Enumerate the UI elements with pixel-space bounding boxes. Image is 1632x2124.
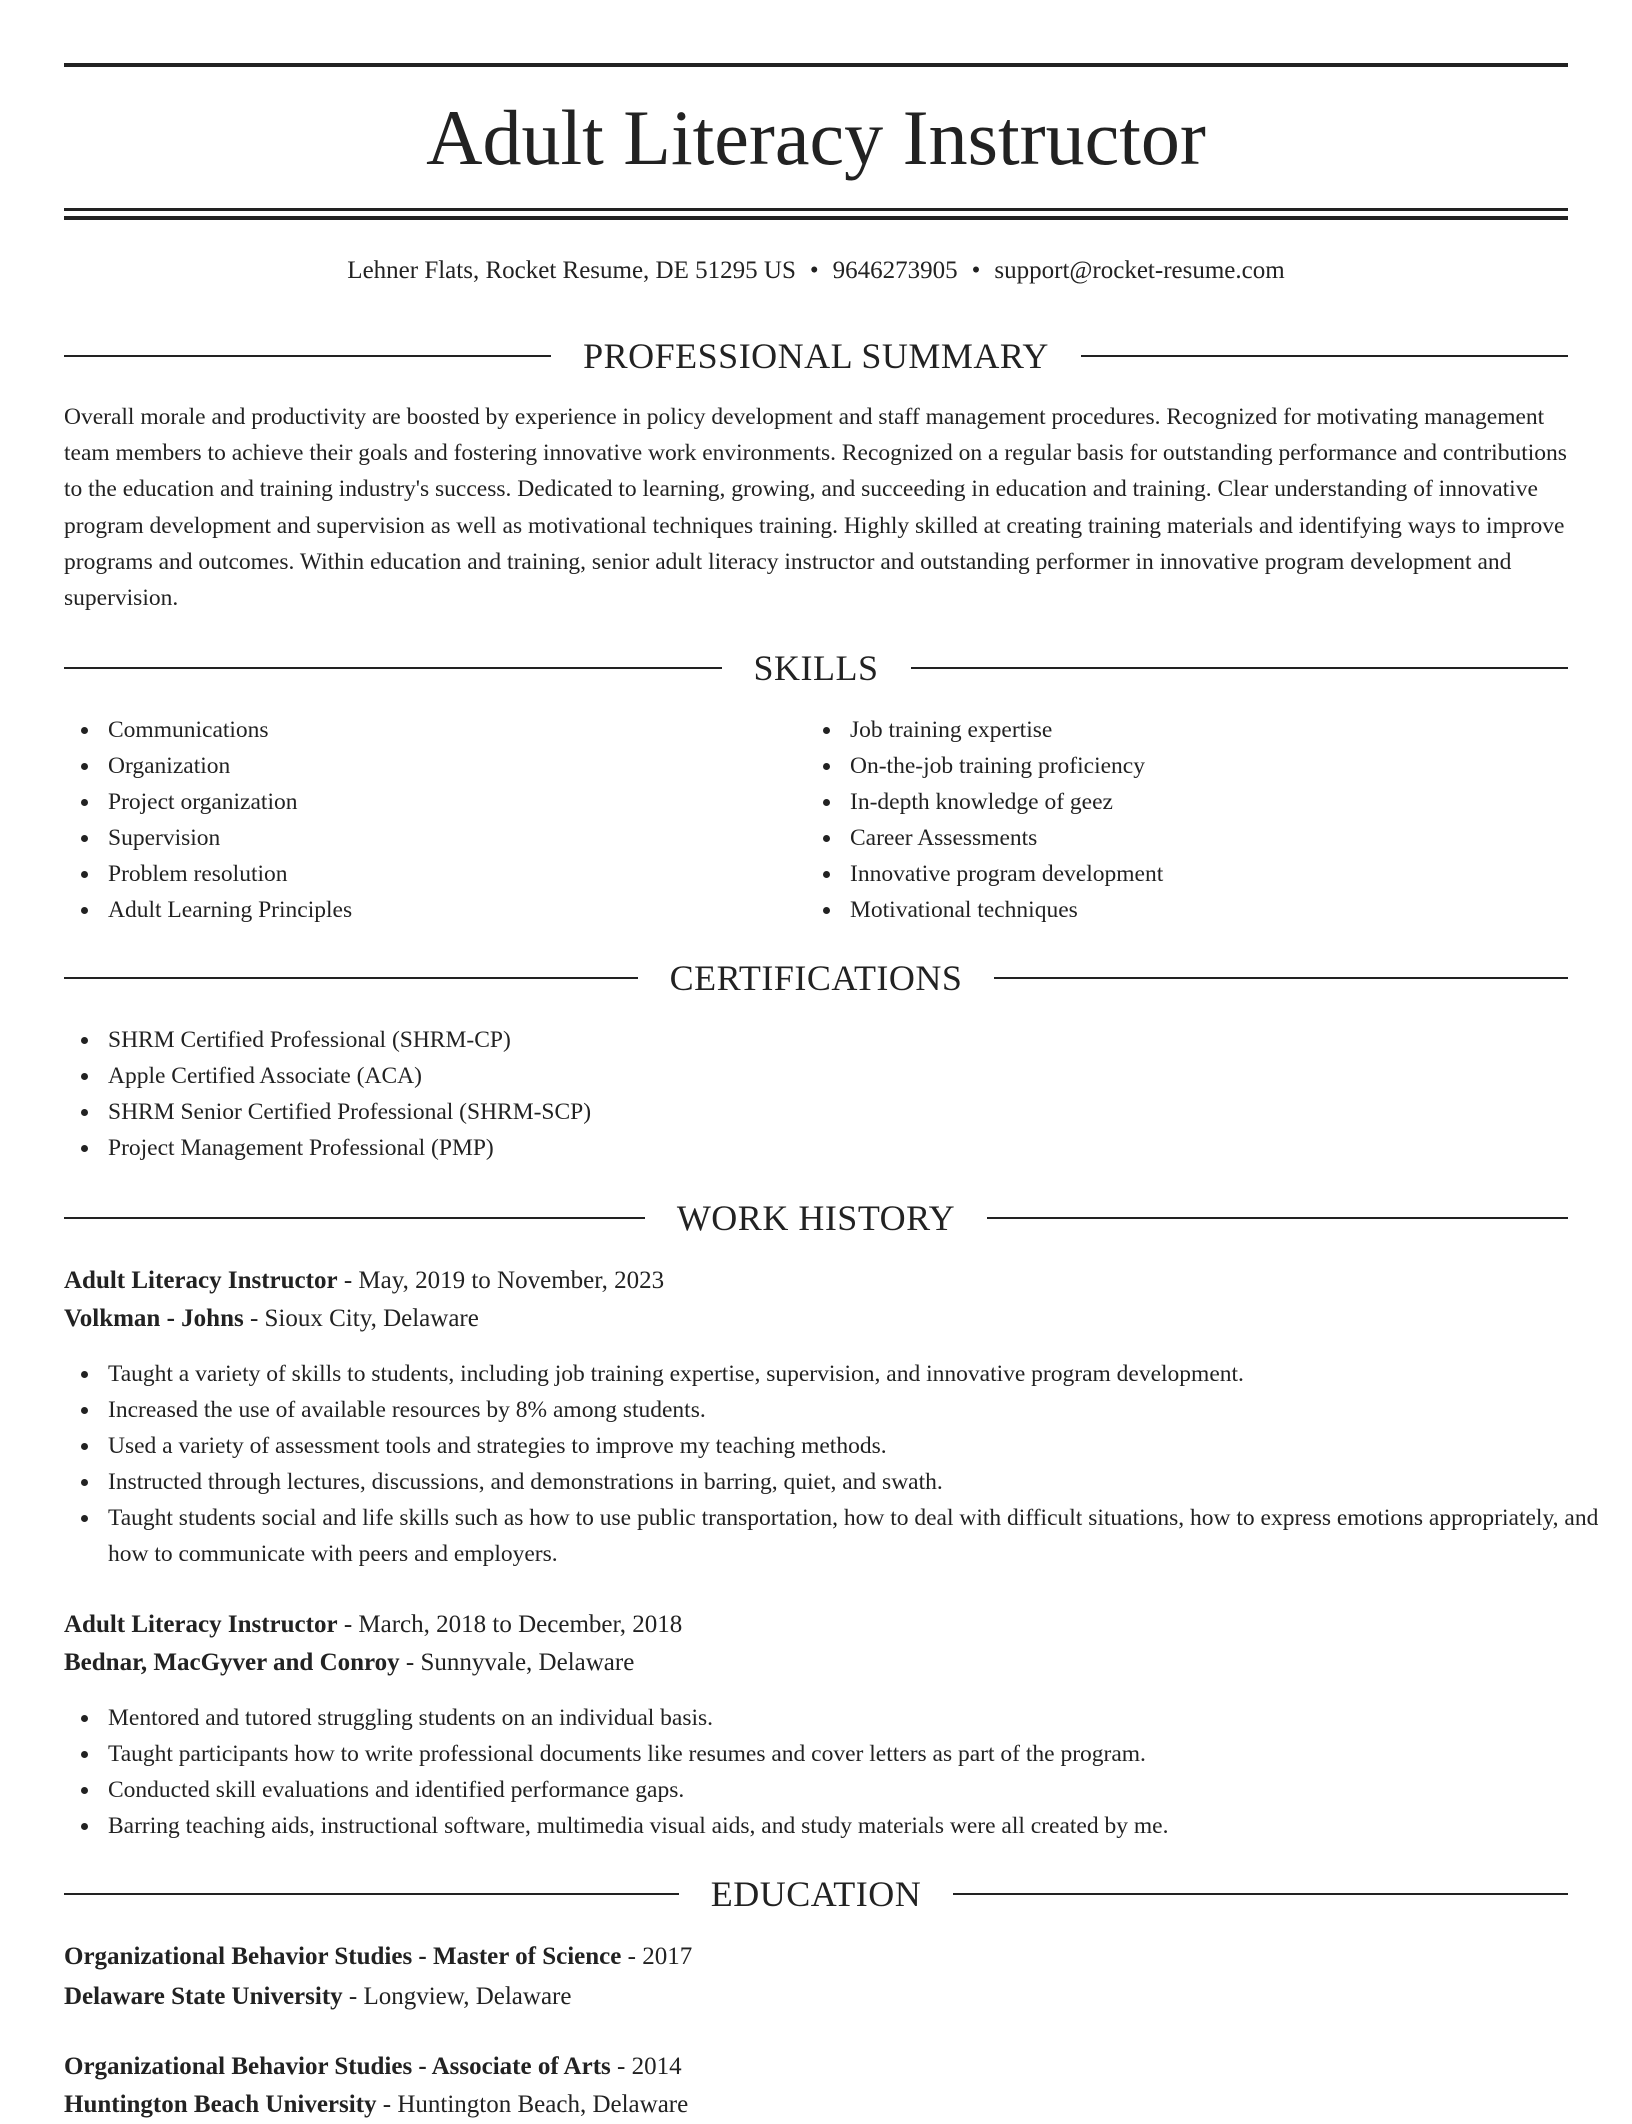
job-company-line [64,1644,1568,1682]
job-bullet: Mentored and tutored struggling students on an individual basis. [108,1700,1612,1736]
job-bullet: Used a variety of assessment tools and strategies to improve my teaching methods. [108,1428,1612,1464]
skill-item: Communications [108,712,808,748]
job-bullet: Conducted skill evaluations and identified performance gaps. [108,1772,1612,1808]
skill-item: Problem resolution [108,856,808,892]
heading-rule [911,667,1569,669]
job-title-line [64,1262,1568,1300]
education-location: - Longview, Delaware [342,1983,572,2010]
job-bullet: Taught participants how to write professional documents like resumes and cover letters as part of the program. [108,1736,1612,1772]
skill-item: In-depth knowledge of geez [850,784,1610,820]
contact-email: support@rocket-resume.com [994,257,1285,284]
job-title: Adult Literacy Instructor [64,1267,338,1294]
header-top-rule [64,63,1568,67]
section-title: PROFESSIONAL SUMMARY [583,336,1049,376]
summary-text: Overall morale and productivity are boosted by experience in policy development and staff management procedures. Recognized for motivating management team members to achieve their goals and fostering innovative work environments. Recognized on a regular basis for outstanding performance and contributions to the education and training industry's success. Dedicated to learning, growing, and succeeding in education and training. Clear understanding of innovative program development and supervision as well as motivational techniques training. Highly skilled at creating training materials and identifying ways to improve programs and outcomes. Within education and training, senior adult literacy instructor and outstanding performer in innovative program development and supervision. [64,404,1567,612]
job-bullet: Taught students social and life skills such as how to use public transportation, how to deal with difficult situations, how to express emotions appropriately, and how to communicate with peers and employers. [108,1500,1612,1572]
skill-item: Supervision [108,820,808,856]
heading-rule [994,977,1568,979]
job-company: Bednar, MacGyver and Conroy [64,1649,400,1676]
education-degree: Organizational Behavior Studies - Associate of Arts [64,2053,611,2080]
job-company-line [64,1300,1568,1338]
job-dates: - May, 2019 to November, 2023 [337,1267,665,1294]
skill-item: Innovative program development [850,856,1610,892]
education-degree: Organizational Behavior Studies - Master of Science [64,1943,622,1970]
heading-rule [64,977,638,979]
heading-rule [64,1893,679,1895]
contact-line [64,254,1568,288]
job-dates: - March, 2018 to December, 2018 [337,1611,683,1638]
header-bottom-rule-2 [64,216,1568,220]
skill-item: On-the-job training proficiency [850,748,1610,784]
heading-rule [64,355,551,357]
skills-list-right [806,712,1610,928]
skill-item: Motivational techniques [850,892,1610,928]
job-location: - Sunnyvale, Delaware [399,1649,635,1676]
job-location: - Sioux City, Delaware [243,1305,479,1332]
job-bullet: Instructed through lectures, discussions, and demonstrations in barring, quiet, and swath. [108,1464,1612,1500]
job-company: Volkman - Johns [64,1305,244,1332]
education-school: Delaware State University [64,1983,343,2010]
summary-heading [64,336,1568,376]
skill-item: Career Assessments [850,820,1610,856]
skill-item: Organization [108,748,808,784]
education-heading [64,1874,1568,1914]
education-degree-line [64,2048,1568,2086]
education-year: - 2017 [621,1943,693,1970]
certification-item: Apple Certified Associate (ACA) [108,1058,1608,1094]
contact-separator: • [809,257,819,284]
certifications-list [64,1022,1608,1166]
skill-item: Job training expertise [850,712,1610,748]
resume-title: Adult Literacy Instructor [426,94,1206,181]
contact-separator: • [971,257,981,284]
contact-phone: 9646273905 [832,257,958,284]
job-bullet: Barring teaching aids, instructional software, multimedia visual aids, and study materials were all created by me. [108,1808,1612,1844]
job-bullet: Increased the use of available resources by 8% among students. [108,1392,1612,1428]
contact-address: Lehner Flats, Rocket Resume, DE 51295 US [347,257,796,284]
job-title-line [64,1606,1568,1644]
section-title: EDUCATION [710,1874,922,1914]
certification-item: SHRM Certified Professional (SHRM-CP) [108,1022,1608,1058]
job-bullets [64,1356,1612,1572]
heading-rule [64,667,722,669]
education-year: - 2014 [610,2053,682,2080]
heading-rule [987,1217,1568,1219]
job-bullets [64,1700,1612,1844]
section-title: SKILLS [753,648,879,688]
job-bullet: Taught a variety of skills to students, including job training expertise, supervision, and innovative program development. [108,1356,1612,1392]
education-location: - Huntington Beach, Delaware [376,2091,689,2118]
skills-list-left [64,712,808,928]
job-title: Adult Literacy Instructor [64,1611,338,1638]
heading-rule [64,1217,645,1219]
heading-rule [953,1893,1568,1895]
education-degree-line [64,1938,1568,1976]
certification-item: Project Management Professional (PMP) [108,1130,1608,1166]
education-school-line [64,1978,1568,2016]
work-history-heading [64,1198,1568,1238]
certifications-heading [64,958,1568,998]
heading-rule [1081,355,1568,357]
education-school: Huntington Beach University [64,2091,377,2118]
skill-item: Project organization [108,784,808,820]
certification-item: SHRM Senior Certified Professional (SHRM-SCP) [108,1094,1608,1130]
skills-heading [64,648,1568,688]
header-bottom-rule [64,208,1568,211]
skill-item: Adult Learning Principles [108,892,808,928]
education-school-line [64,2086,1568,2124]
section-title: WORK HISTORY [676,1198,956,1238]
section-title: CERTIFICATIONS [669,958,963,998]
